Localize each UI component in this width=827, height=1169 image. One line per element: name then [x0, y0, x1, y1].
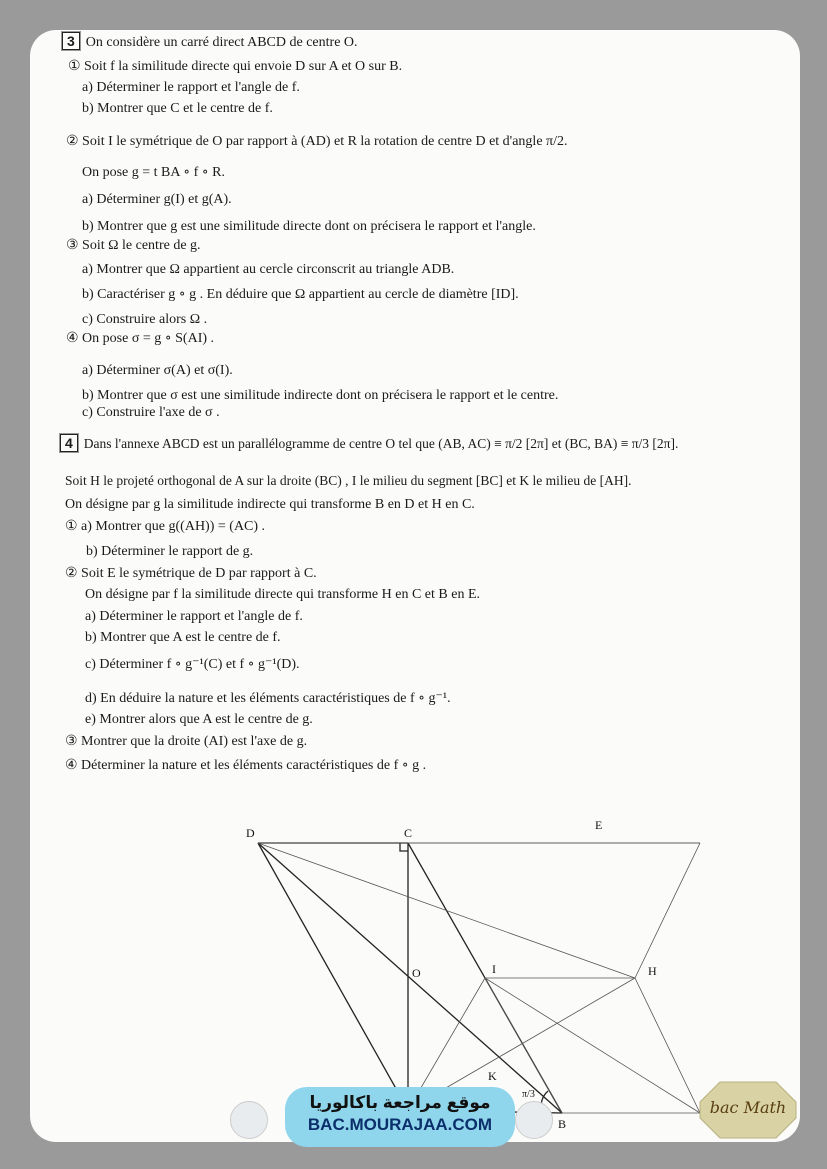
label-B: B: [558, 1117, 567, 1131]
ex3-line-9: ③ Soit Ω le centre de g.: [66, 238, 201, 253]
label-C: C: [404, 826, 413, 840]
ex3-line-6: On pose g = t BA ∘ f ∘ R.: [82, 165, 225, 180]
ex3-line-2: ① Soit f la similitude directe qui envoie D sur A et O sur B.: [68, 59, 403, 74]
label-K: K: [488, 1069, 497, 1083]
footer-arabic-title: موقع مراجعة باكالوريا: [309, 1093, 491, 1112]
label-O: O: [412, 966, 421, 980]
ex3-line-15: b) Montrer que σ est une similitude indirecte dont on précisera le rapport et le centre.: [82, 388, 559, 403]
label-angle: π/3: [522, 1089, 535, 1100]
ex4-number: 4: [60, 434, 78, 452]
segment-DA: [258, 843, 408, 1110]
ex4-heading: [60, 434, 678, 453]
label-I: I: [492, 962, 496, 976]
right-angle-C: [400, 843, 408, 851]
label-E: E: [595, 818, 603, 832]
ex3-line-16: c) Construire l'axe de σ .: [82, 405, 220, 420]
right-logo-icon: [515, 1101, 553, 1139]
ex4-line-14: ④ Déterminer la nature et les éléments caractéristiques de f ∘ g .: [65, 758, 427, 773]
footer-site-link[interactable]: BAC.MOURAJAA.COM: [307, 1115, 493, 1134]
ex3-line-1: On considère un carré direct ABCD de centre O.: [85, 35, 358, 50]
ex4-line-4: ① a) Montrer que g((AH)) = (AC) .: [65, 519, 266, 534]
ex4-line-9: b) Montrer que A est le centre de f.: [85, 630, 281, 645]
ex4-line-2: Soit H le projeté orthogonal de A sur la droite (BC) , I le milieu du segment [BC] et K le milieu de [AH].: [65, 473, 632, 488]
ex3-line-5: ② Soit I le symétrique de O par rapport à (AD) et R la rotation de centre D et d'angle π/2.: [66, 134, 568, 149]
footer-banner[interactable]: [285, 1087, 515, 1147]
ex4-line-10: c) Déterminer f ∘ g⁻¹(C) et f ∘ g⁻¹(D).: [85, 657, 300, 672]
label-D: D: [246, 826, 255, 840]
line-DH: [258, 843, 635, 978]
ex4-line-6: ② Soit E le symétrique de D par rapport à C.: [65, 566, 317, 581]
ex4-line-8: a) Déterminer le rapport et l'angle de f.: [85, 609, 303, 624]
ex3-line-12: c) Construire alors Ω .: [82, 312, 208, 327]
ex3-line-13: ④ On pose σ = g ∘ S(AI) .: [66, 331, 215, 346]
ex3-line-8: b) Montrer que g est une similitude directe dont on précisera le rapport et l'angle.: [82, 219, 536, 234]
ex3-heading: [62, 32, 358, 52]
ex3-line-4: b) Montrer que C et le centre de f.: [82, 101, 273, 116]
ex4-line-11: d) En déduire la nature et les éléments caractéristiques de f ∘ g⁻¹.: [85, 691, 451, 706]
exercise-content: [30, 30, 800, 1142]
ex4-line-12: e) Montrer alors que A est le centre de g.: [85, 712, 313, 727]
ex4-line-5: b) Déterminer le rapport de g.: [86, 544, 254, 559]
ex4-line-1: Dans l'annexe ABCD est un parallélogramme de centre O tel que (AB, AC) ≡ π/2 [2π] et (BC, BA) ≡ π/3 [2π].: [83, 436, 679, 451]
line-EH: [635, 843, 700, 978]
document-page: [30, 30, 800, 1142]
ex3-line-10: a) Montrer que Ω appartient au cercle circonscrit au triangle ADB.: [82, 262, 455, 277]
ex3-number: 3: [62, 32, 80, 50]
ex3-line-11: b) Caractériser g ∘ g . En déduire que Ω appartient au cercle de diamètre [ID].: [82, 287, 519, 302]
badge-label: bac Math: [709, 1098, 787, 1117]
ex4-line-7: On désigne par f la similitude directe qui transforme H en C et B en E.: [85, 587, 481, 602]
ex3-line-14: a) Déterminer σ(A) et σ(I).: [82, 363, 233, 378]
ex3-line-7: a) Déterminer g(I) et g(A).: [82, 192, 232, 207]
ex4-line-13: ③ Montrer que la droite (AI) est l'axe de g.: [65, 734, 308, 749]
ex3-line-3: a) Déterminer le rapport et l'angle de f.: [82, 80, 300, 95]
ex4-line-3: On désigne par g la similitude indirecte qui transforme B en D et H en C.: [65, 497, 475, 512]
label-H: H: [648, 964, 657, 978]
left-logo-icon: [230, 1101, 268, 1139]
